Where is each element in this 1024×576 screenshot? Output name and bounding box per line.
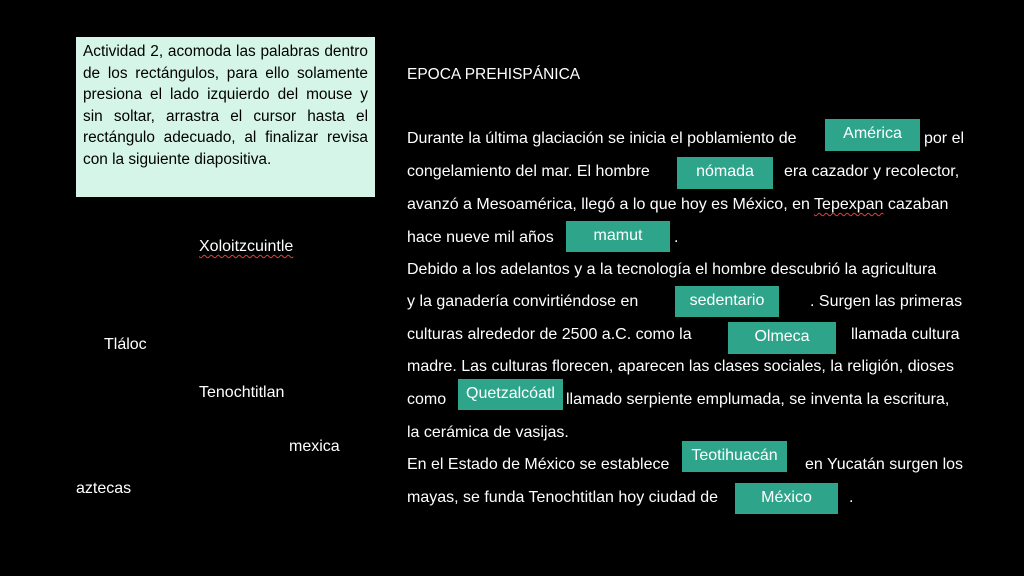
text-line: . [849, 489, 854, 506]
section-title: EPOCA PREHISPÁNICA [407, 66, 581, 83]
answer-chip-sedentario[interactable]: sedentario [675, 286, 779, 317]
draggable-word-tenochtitlan[interactable]: Tenochtitlan [199, 384, 285, 401]
draggable-word-aztecas[interactable]: aztecas [76, 480, 132, 497]
text-line: mayas, se funda Tenochtitlan hoy ciudad de [407, 489, 719, 506]
answer-chip-nomada[interactable]: nómada [677, 157, 773, 189]
text-line: Durante la última glaciación se inicia el poblamiento de [407, 130, 797, 147]
text-line: como [407, 391, 447, 408]
text-line: en Yucatán surgen los [805, 456, 964, 473]
draggable-word-xoloitzcuintle[interactable]: Xoloitzcuintle [199, 238, 294, 255]
text-line: por el [924, 130, 965, 147]
text-line: madre. Las culturas florecen, aparecen las clases sociales, la religión, dioses [407, 358, 954, 375]
text-line: culturas alrededor de 2500 a.C. como la [407, 326, 692, 343]
answer-chip-mamut[interactable]: mamut [566, 221, 670, 252]
answer-chip-olmeca[interactable]: Olmeca [728, 322, 836, 354]
text-line: Debido a los adelantos y a la tecnología el hombre descubrió la agricultura [407, 261, 937, 278]
draggable-word-tlaloc[interactable]: Tláloc [104, 336, 147, 353]
text-line: la cerámica de vasijas. [407, 424, 569, 441]
text-line: avanzó a Mesoamérica, llegó a lo que hoy es México, en Tepexpan cazaban [407, 196, 949, 213]
text-line: llamado serpiente emplumada, se inventa la escritura, [566, 391, 950, 408]
text-line: . [674, 229, 679, 246]
text-line: llamada cultura [851, 326, 960, 343]
text-line: . Surgen las primeras [810, 293, 963, 310]
text-line: era cazador y recolector, [784, 163, 960, 180]
answer-chip-america[interactable]: América [825, 119, 920, 151]
instructions-box: Actividad 2, acomoda las palabras dentro de los rectángulos, para ello solamente presiona el lado izquierdo del mouse y sin soltar, arrastra el cursor hasta el rectángulo adecuado, al finalizar revisa con la siguiente diapositiva. [76, 37, 375, 197]
answer-chip-teotihuacan[interactable]: Teotihuacán [682, 441, 787, 472]
answer-chip-mexico[interactable]: México [735, 483, 838, 514]
text-line: congelamiento del mar. El hombre [407, 163, 650, 180]
draggable-word-mexica[interactable]: mexica [289, 438, 340, 455]
text-line: y la ganadería convirtiéndose en [407, 293, 639, 310]
answer-chip-quetzalcoatl[interactable]: Quetzalcóatl [458, 379, 563, 410]
text-line: En el Estado de México se establece [407, 456, 670, 473]
text-line: hace nueve mil años [407, 229, 554, 246]
